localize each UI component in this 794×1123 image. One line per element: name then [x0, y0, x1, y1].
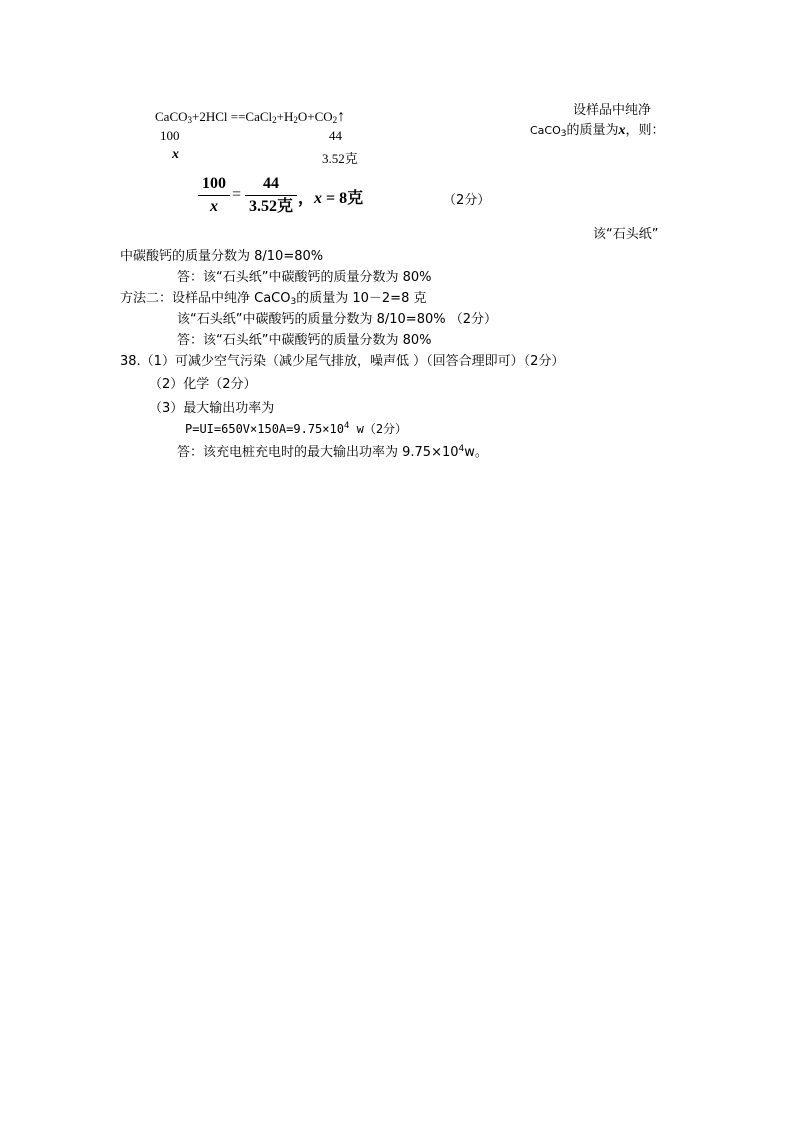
right-x: x	[618, 123, 626, 138]
right-text-line2	[530, 119, 665, 139]
eq-sub: 2	[332, 115, 338, 125]
result-sep: ，	[298, 190, 315, 207]
right-mass: 的质量为	[566, 123, 619, 138]
fraction-denominator: 3.52克	[248, 198, 293, 215]
eq-sub: 3	[187, 115, 192, 125]
question-38-part3: （3）最大输出功率为	[149, 401, 275, 416]
result-value: = 8克	[322, 190, 364, 207]
power-a: P=UI=650V×150A=9.75×10	[185, 422, 344, 436]
right-text-line1: 设样品中纯净	[573, 103, 652, 118]
fraction-numerator: 44	[263, 175, 279, 192]
equals-sign: =	[232, 186, 242, 203]
eq-sub: 2	[272, 115, 277, 125]
co2-mass: 3.52克	[322, 151, 358, 166]
result	[298, 185, 363, 208]
final-answer-a: 答：该充电桩充电时的最大输出功率为 9.75×10	[177, 445, 459, 460]
fraction-44-over-3.52	[245, 175, 297, 216]
power-b: w（2分）	[349, 422, 408, 436]
method-two-sub: 3	[290, 297, 297, 307]
answer-line-1: 答：该“石头纸”中碳酸钙的质量分数为 80%	[177, 270, 432, 285]
chemical-equation	[155, 108, 345, 126]
fraction-bar	[198, 195, 230, 196]
fraction-numerator: 100	[202, 175, 226, 192]
molar-mass-caco3: 100	[160, 128, 180, 143]
text-line-1: 中碳酸钙的质量分数为 8/10=80%	[120, 249, 324, 264]
method-two-a: 方法二：设样品中纯净 CaCO	[120, 291, 291, 306]
power-exponent: 4	[343, 421, 350, 431]
method-two-b: 的质量为 10－2=8 克	[296, 291, 427, 306]
score-label: （2分）	[443, 193, 491, 208]
eq-sub: 2	[293, 115, 298, 125]
result-x: x	[314, 190, 323, 207]
question-38-part1: 38.（1）可减少空气污染（减少尾气排放，噪声低 ）（回答合理即可）（2分）	[120, 354, 565, 369]
method-two-line	[120, 287, 426, 307]
molar-mass-co2: 44	[329, 128, 342, 143]
right-text-line3: 该“石头纸”	[593, 227, 659, 242]
power-formula	[185, 420, 407, 437]
final-answer	[177, 441, 488, 460]
eq-caco3: CaCO	[155, 109, 188, 124]
gas-arrow-icon: ↑	[337, 108, 346, 125]
right-then: ，则：	[625, 123, 665, 138]
answer-line-2: 答：该“石头纸”中碳酸钙的质量分数为 80%	[177, 333, 432, 348]
fraction-100-over-x	[198, 175, 230, 216]
text-line-4: 该“石头纸”中碳酸钙的质量分数为 8/10=80% （2分）	[177, 312, 497, 327]
eq-hcl-cacl: +2HCl ==CaCl	[192, 109, 273, 124]
fraction-denominator: x	[210, 198, 218, 215]
eq-h: +H	[276, 109, 294, 124]
eq-o-co: O+CO	[297, 109, 333, 124]
final-answer-exponent: 4	[458, 444, 465, 454]
variable-x: x	[172, 147, 179, 162]
final-answer-b: w。	[464, 445, 488, 460]
right-caco: CaCO	[530, 124, 561, 137]
right-caco-sub: 3	[560, 129, 567, 139]
question-38-part2: （2）化学（2分）	[149, 377, 257, 392]
fraction-bar	[245, 195, 297, 196]
